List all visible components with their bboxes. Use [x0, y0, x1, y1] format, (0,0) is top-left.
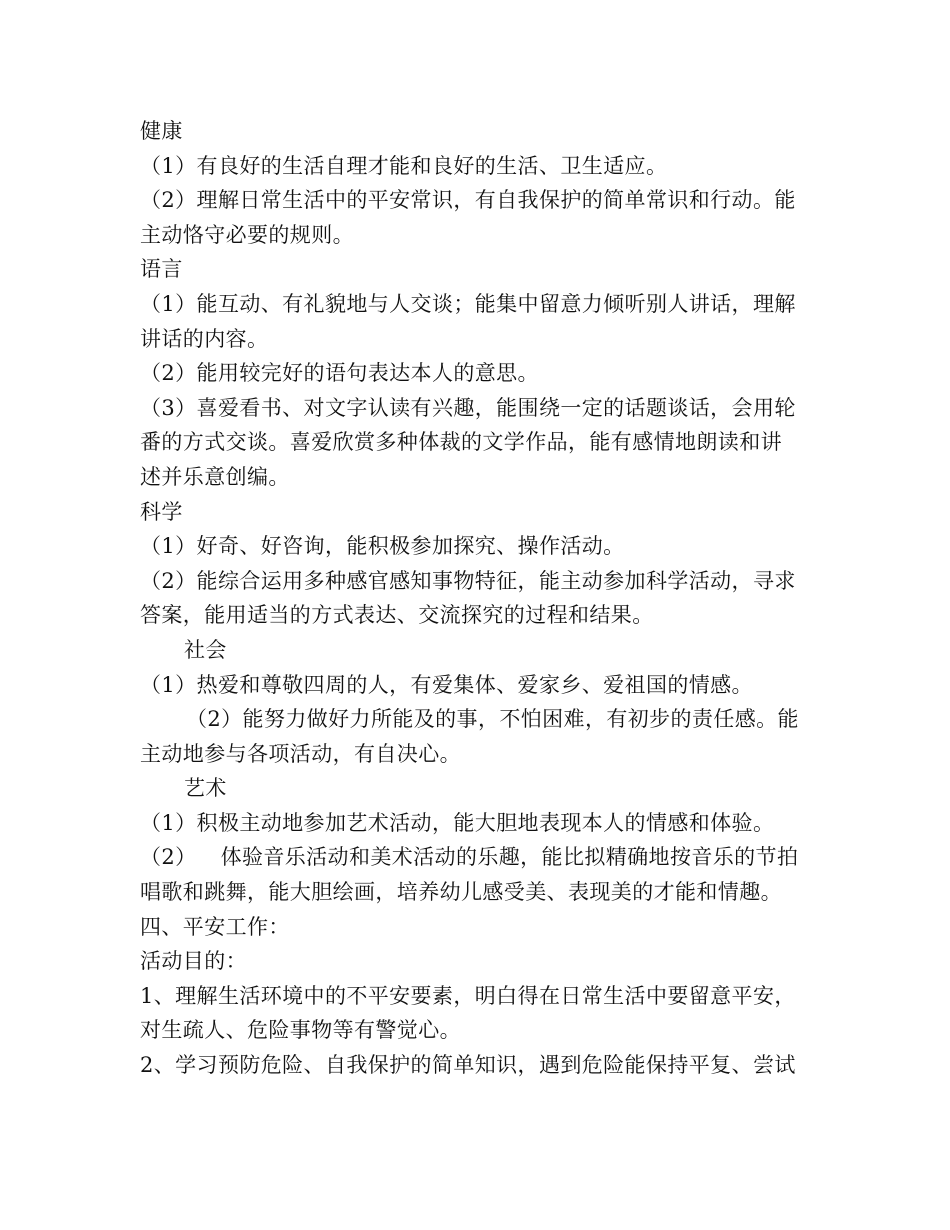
heading-health: 健康 [140, 119, 183, 143]
subheading: 活动目的： [140, 949, 247, 974]
text-line: （1）好奇、好咨询，能积极参加探究、操作活动。 [140, 534, 625, 559]
heading-society: 社会 [184, 637, 227, 662]
text-line: 讲话的内容。 [140, 326, 269, 351]
text-line: （2）能努力做好力所能及的事，不怕困难，有初步的责任感。能 [186, 707, 799, 732]
text-line: 主动地参与各项活动，有自决心。 [140, 741, 461, 766]
text-line: （2）能用较完好的语句表达本人的意思。 [140, 361, 539, 386]
text-line: （1）能互动、有礼貌地与人交谈；能集中留意力倾听别人讲话，理解 [140, 291, 796, 316]
text-line: 答案，能用适当的方式表达、交流探究的过程和结果。 [140, 603, 654, 628]
section-heading: 四、平安工作： [140, 914, 290, 939]
text-line: 1、理解生活环境中的不平安要素，明白得在日常生活中要留意平安， [140, 983, 796, 1008]
text-line: 2、学习预防危险、自我保护的简单知识，遇到危险能保持平复、尝试 [140, 1053, 796, 1078]
text-line: （3）喜爱看书、对文字认读有兴趣，能围绕一定的话题谈话，会用轮 [140, 395, 796, 420]
item-text: 体验音乐活动和美术活动的乐趣，能比拟精确地按音乐的节拍 [220, 845, 799, 870]
text-line: 述并乐意创编。 [140, 464, 290, 489]
document-body [140, 114, 812, 1083]
text-line: （2）理解日常生活中的平安常识，有自我保护的简单常识和行动。能 [140, 188, 796, 213]
text-line: 对生疏人、危险事物等有警觉心。 [140, 1018, 461, 1043]
text-line: 番的方式交谈。喜爱欣赏多种体裁的文学作品，能有感情地朗读和讲 [140, 430, 782, 455]
heading-science: 科学 [140, 499, 183, 524]
text-line: （1）热爱和尊敬四周的人，有爱集体、爱家乡、爱祖国的情感。 [140, 672, 753, 697]
item-number: （2） [140, 845, 197, 870]
text-line: （1）有良好的生活自理才能和良好的生活、卫生适应。 [140, 153, 668, 178]
text-line: （2）能综合运用多种感官感知事物特征，能主动参加科学活动，寻求 [140, 568, 796, 593]
text-line: （1）积极主动地参加艺术活动，能大胆地表现本人的情感和体验。 [140, 810, 775, 835]
heading-art: 艺术 [184, 776, 227, 801]
text-line: 主动恪守必要的规则。 [140, 222, 354, 247]
text-line: 唱歌和跳舞，能大胆绘画，培养幼儿感受美、表现美的才能和情趣。 [140, 880, 782, 905]
heading-language: 语言 [140, 257, 183, 282]
text-line [140, 840, 812, 875]
